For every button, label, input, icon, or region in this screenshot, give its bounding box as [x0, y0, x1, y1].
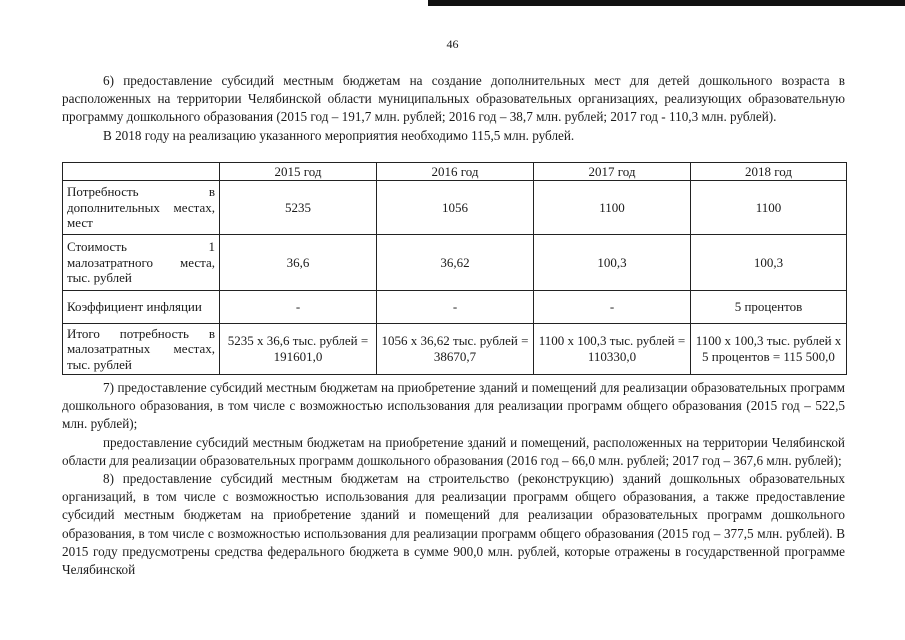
- text-block-top: [62, 72, 845, 145]
- row-label-place-cost: Стоимость 1 малозатратного места, тыс. рублей: [63, 235, 220, 291]
- table-cell: 5235: [220, 181, 377, 235]
- table-cell: 36,62: [377, 235, 534, 291]
- page-number: 46: [446, 37, 459, 51]
- paragraph-item-8: 8) предоставление субсидий местным бюджетам на строительство (реконструкцию) зданий дошкольных образовательных организаций, в том числе с возможностью использования для реализации программ общего образования, а также предоставление субсидий местным бюджетам на приобретение зданий и помещений для реализации образовательных программ дошкольного образования, в том числе с возможностью использования для реализации программ общего образования (2015 год – 377,5 млн. рублей). В 2015 году предусмотрены средства федерального бюджета в сумме 900,0 млн. рублей, которые отражены в государственной программе Челябинской: [62, 471, 845, 578]
- table-cell: 1100 х 100,3 тыс. рублей х 5 процентов = 115 500,0: [691, 324, 847, 375]
- text-block-bottom: [62, 379, 845, 579]
- table-cell: -: [377, 291, 534, 324]
- table-header-2015: 2015 год: [220, 163, 377, 181]
- table-cell: 1100 х 100,3 тыс. рублей = 110330,0: [534, 324, 691, 375]
- table-cell: 100,3: [534, 235, 691, 291]
- table-header-row: [63, 163, 847, 181]
- top-edge-rule: [428, 0, 905, 6]
- table-header-2017: 2017 год: [534, 163, 691, 181]
- table-cell: -: [534, 291, 691, 324]
- table-cell: 1100: [691, 181, 847, 235]
- requirements-table: [62, 162, 847, 375]
- table-row: [63, 291, 847, 324]
- table-row: [63, 324, 847, 375]
- table-cell: 1056: [377, 181, 534, 235]
- row-label-places-needed: Потребность в дополнительных местах, мест: [63, 181, 220, 235]
- table-cell: -: [220, 291, 377, 324]
- row-label-total: Итого потребность в малозатратных местах, тыс. рублей: [63, 324, 220, 375]
- table-cell: 100,3: [691, 235, 847, 291]
- row-label-inflation: Коэффициент инфляции: [63, 291, 220, 324]
- table-header-2016: 2016 год: [377, 163, 534, 181]
- table-cell: 5 процентов: [691, 291, 847, 324]
- table-cell: 5235 х 36,6 тыс. рублей = 191601,0: [220, 324, 377, 375]
- table-header-2018: 2018 год: [691, 163, 847, 181]
- paragraph-item-6: 6) предоставление субсидий местным бюджетам на создание дополнительных мест для детей дошкольного возраста в расположенных на территории Челябинской области муниципальных образовательных организациях, реализующих образовательную программу дошкольного образования (2015 год – 191,7 млн. рублей; 2016 год – 38,7 млн. рублей; 2017 год - 110,3 млн. рублей).: [62, 73, 845, 125]
- table-cell: 36,6: [220, 235, 377, 291]
- table-cell: 1100: [534, 181, 691, 235]
- paragraph-2018-requirement: В 2018 году на реализацию указанного мероприятия необходимо 115,5 млн. рублей.: [103, 127, 575, 143]
- paragraph-item-7-continued: предоставление субсидий местным бюджетам на приобретение зданий и помещений, расположенных на территории Челябинской области для реализации образовательных программ дошкольного образования (2016 год – 66,0 млн. рублей; 2017 год – 367,6 млн. рублей);: [62, 434, 845, 468]
- paragraph-item-7: 7) предоставление субсидий местным бюджетам на приобретение зданий и помещений для реализации образовательных программ дошкольного образования, в том числе с возможностью использования для реализации программ общего образования (2015 год – 522,5 млн. рублей);: [62, 380, 845, 432]
- table-row: [63, 181, 847, 235]
- table-header-empty: [63, 163, 220, 181]
- table-row: [63, 235, 847, 291]
- table-cell: 1056 х 36,62 тыс. рублей = 38670,7: [377, 324, 534, 375]
